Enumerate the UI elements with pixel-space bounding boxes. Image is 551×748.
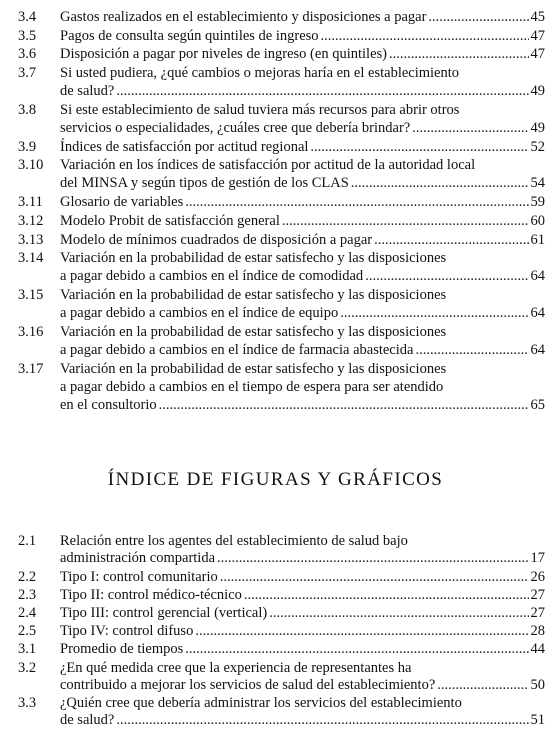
entry-line	[60, 360, 545, 378]
dot-leader	[389, 45, 529, 63]
dot-leader	[351, 174, 529, 192]
dot-leader	[437, 676, 528, 694]
entry-number: 3.7	[18, 65, 37, 82]
entry-number: 3.15	[18, 287, 44, 304]
entry-title: Relación entre los agentes del establecimiento de salud bajo	[60, 533, 408, 549]
entry-title: Variación en los índices de satisfacción por actitud de la autoridad local	[60, 157, 476, 174]
entry-title: Variación en la probabilidad de estar satisfecho y las disposiciones	[60, 323, 447, 340]
entry-title: Variación en la probabilidad de estar satisfecho y las disposiciones	[60, 287, 447, 304]
entry-number: 3.3	[18, 695, 37, 711]
entry-title: a pagar debido a cambios en el índice de farmacia abastecida	[60, 341, 414, 358]
entry-title: ¿En qué medida cree que la experiencia de representantes ha	[60, 659, 412, 676]
entry-title: Modelo de mínimos cuadrados de disposición a pagar	[60, 231, 373, 248]
entry-line	[60, 640, 545, 658]
page-number: 60	[530, 212, 545, 229]
entry-line	[60, 267, 545, 285]
entry-line	[60, 532, 545, 550]
entry-number: 3.9	[18, 138, 37, 155]
entry-line	[60, 323, 545, 341]
entry-line	[60, 622, 545, 640]
entry-title: Gastos realizados en el establecimiento y disposiciones a pagar	[60, 9, 427, 25]
page-number: 59	[530, 194, 545, 211]
page-number: 50	[530, 676, 545, 693]
entry-number: 3.4	[18, 9, 37, 25]
entry-line	[60, 45, 545, 63]
page-number: 28	[530, 623, 545, 640]
entry-line	[60, 286, 545, 304]
entry-number: 3.14	[18, 250, 44, 267]
dot-leader	[116, 711, 528, 729]
dot-leader	[282, 212, 529, 230]
entry-line	[60, 586, 545, 604]
entry-line	[60, 378, 545, 396]
page-number: 27	[530, 604, 545, 621]
entry-number: 3.13	[18, 231, 44, 248]
entry-line	[60, 212, 545, 230]
dot-leader	[159, 396, 529, 414]
entry-number: 3.10	[18, 157, 44, 174]
entry-title: del MINSA y según tipos de gestión de los CLAS	[60, 175, 349, 192]
dot-leader	[244, 586, 529, 604]
entry-number: 3.16	[18, 323, 44, 340]
figures-heading: ÍNDICE DE FIGURAS Y GRÁFICOS	[107, 469, 444, 490]
page-number: 47	[530, 46, 545, 63]
dot-leader	[220, 568, 529, 586]
dot-leader	[195, 622, 528, 640]
entry-title: a pagar debido a cambios en el índice de comodidad	[60, 268, 364, 285]
dot-leader	[412, 119, 528, 137]
entry-line	[60, 676, 545, 694]
entry-title: Pagos de consulta según quintiles de ingreso	[60, 27, 319, 44]
dot-leader	[217, 549, 528, 567]
page-number: 64	[530, 341, 545, 358]
dot-leader	[185, 640, 528, 658]
entry-line	[60, 64, 545, 82]
entry-number: 2.1	[18, 533, 37, 549]
entry-title: de salud?	[60, 83, 115, 100]
entry-number: 3.6	[18, 46, 37, 63]
dot-leader	[428, 8, 528, 26]
entry-title: Glosario de variables	[60, 194, 184, 211]
page-number: 64	[530, 305, 545, 322]
entry-number: 3.1	[18, 641, 37, 658]
page-number: 26	[530, 568, 545, 585]
entry-line	[60, 138, 545, 156]
entry-title: a pagar debido a cambios en el índice de equipo	[60, 305, 339, 322]
entry-line	[60, 27, 545, 45]
entry-title: Tipo II: control médico-técnico	[60, 586, 242, 603]
page-number: 54	[530, 175, 545, 192]
entry-line	[60, 82, 545, 100]
page-number: 45	[530, 9, 545, 25]
dot-leader	[374, 231, 528, 249]
entry-title: Disposición a pagar por niveles de ingreso (en quintiles)	[60, 46, 387, 63]
entry-number: 3.2	[18, 659, 37, 676]
entry-title: Tipo III: control gerencial (vertical)	[60, 604, 268, 621]
page-number: 49	[530, 119, 545, 136]
page-number: 17	[530, 550, 545, 567]
page-number: 49	[530, 83, 545, 100]
entry-title: a pagar debido a cambios en el tiempo de espera para ser atendido	[60, 378, 444, 395]
entry-title: en el consultorio	[60, 396, 157, 413]
dot-leader	[321, 27, 529, 45]
entry-line	[60, 304, 545, 322]
entry-title: administración compartida	[60, 550, 216, 567]
entry-line	[60, 341, 545, 359]
entry-title: servicios o especialidades, ¿cuáles cree que debería brindar?	[60, 119, 411, 136]
dot-leader	[415, 341, 528, 359]
entry-number: 3.5	[18, 27, 37, 44]
entry-title: de salud?	[60, 712, 115, 729]
entry-title: Variación en la probabilidad de estar satisfecho y las disposiciones	[60, 250, 447, 267]
entry-title: Variación en la probabilidad de estar satisfecho y las disposiciones	[60, 360, 447, 377]
dot-leader	[310, 138, 528, 156]
entry-title: Si este establecimiento de salud tuviera más recursos para abrir otros	[60, 101, 460, 118]
entry-number: 3.17	[18, 360, 44, 377]
entry-line	[60, 659, 545, 677]
entry-line	[60, 604, 545, 622]
entry-line	[60, 568, 545, 586]
entry-line	[60, 156, 545, 174]
entry-title: Si usted pudiera, ¿qué cambios o mejoras haría en el establecimiento	[60, 65, 460, 82]
entry-title: Tipo IV: control difuso	[60, 623, 194, 640]
page-number: 47	[530, 27, 545, 44]
entry-title: contribuido a mejorar los servicios de salud del establecimiento?	[60, 676, 436, 693]
entry-line	[60, 549, 545, 567]
page-number: 51	[530, 712, 545, 729]
entry-number: 2.3	[18, 586, 37, 603]
entry-line	[60, 231, 545, 249]
page-number: 61	[530, 231, 545, 248]
page-number: 52	[530, 138, 545, 155]
entry-title: Promedio de tiempos	[60, 641, 184, 658]
entry-line	[60, 193, 545, 211]
page-number: 44	[530, 641, 545, 658]
entry-title: ¿Quién cree que debería administrar los servicios del establecimiento	[60, 695, 462, 711]
entry-number: 3.12	[18, 212, 44, 229]
entry-number: 2.5	[18, 623, 37, 640]
entry-line	[60, 711, 545, 729]
page-number: 65	[530, 396, 545, 413]
entry-number: 2.2	[18, 568, 37, 585]
entry-number: 3.8	[18, 101, 37, 118]
entry-line	[60, 249, 545, 267]
dot-leader	[116, 82, 528, 100]
dot-leader	[185, 193, 528, 211]
entry-number: 3.11	[18, 194, 43, 211]
entry-line	[60, 694, 545, 712]
page-number: 64	[530, 268, 545, 285]
entry-line	[60, 174, 545, 192]
entry-line	[60, 8, 545, 26]
dot-leader	[340, 304, 528, 322]
entry-title: Tipo I: control comunitario	[60, 568, 218, 585]
entry-number: 2.4	[18, 604, 37, 621]
dot-leader	[365, 267, 528, 285]
dot-leader	[269, 604, 528, 622]
entry-title: Modelo Probit de satisfacción general	[60, 212, 280, 229]
page-number: 27	[530, 586, 545, 603]
entry-line	[60, 101, 545, 119]
entry-line	[60, 396, 545, 414]
entry-line	[60, 119, 545, 137]
entry-title: Índices de satisfacción por actitud regional	[60, 138, 309, 155]
